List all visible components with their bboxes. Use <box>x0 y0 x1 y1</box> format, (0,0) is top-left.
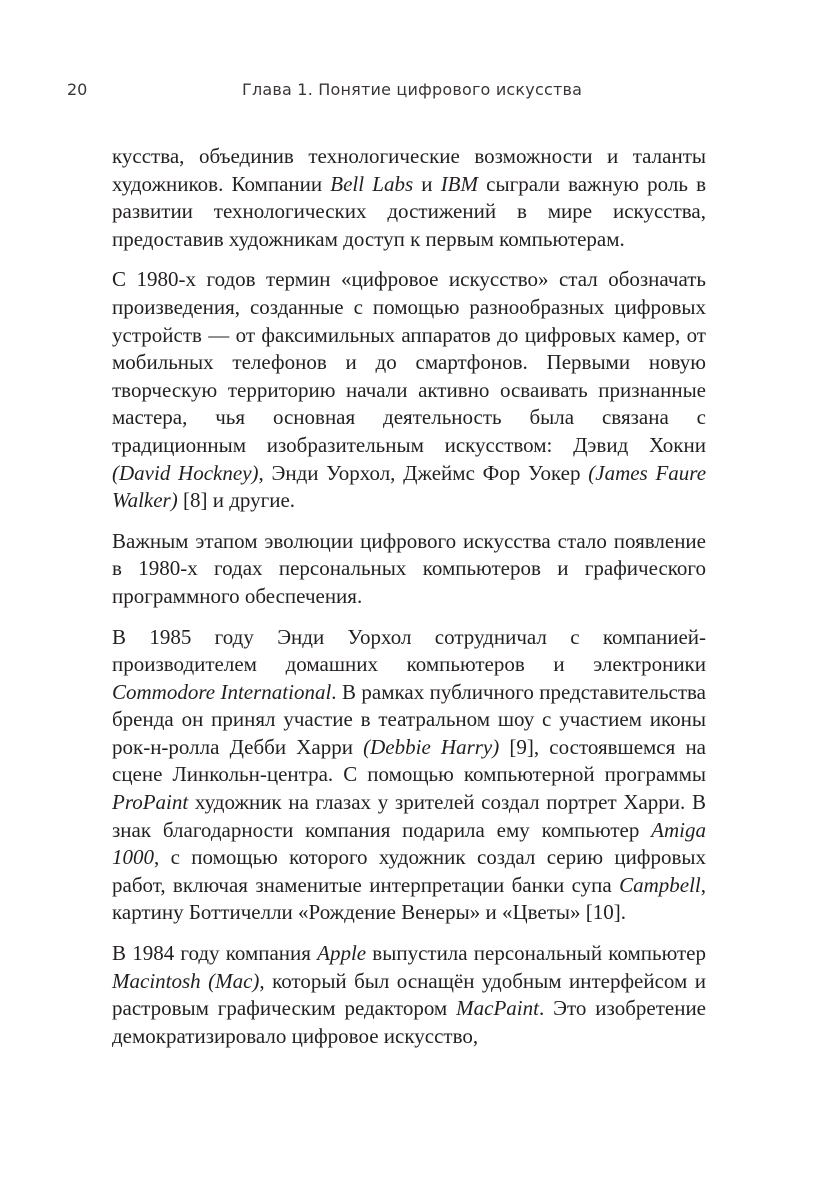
italic-term: Macintosh (Mac) <box>112 968 260 993</box>
italic-term: (Debbie Harry) <box>363 734 500 759</box>
text-segment: С 1980-х годов термин «цифровое искусство» стал обозначать произведения, созданные с помощью разнообразных цифровых устройств — от факсимильных аппаратов до цифровых камер, от мобильных телефонов и до смартфонов. Первыми новую творческую территорию начали активно осваивать признанные мастера, чья основная деятельность была связана с традиционным изобразительным искусством: Дэвид Хокни <box>112 267 706 457</box>
text-segment: , картину Боттичелли «Рождение Венеры» и «Цветы» [10]. <box>112 872 706 925</box>
text-segment: . Это изобретение демократизировало цифровое искусство, <box>112 996 707 1048</box>
italic-term: MacPaint <box>456 996 539 1021</box>
text-segment: и <box>413 171 441 196</box>
paragraph <box>112 940 706 1050</box>
text-segment: В 1984 году компания <box>112 941 318 966</box>
paragraph <box>112 266 706 514</box>
body-text <box>112 143 706 1063</box>
italic-term: (David Hockney) <box>112 460 259 485</box>
text-segment: , с помощью которого художник создал серию цифровых работ, включая знаменитые интерпретации банки супа <box>112 845 706 897</box>
text-segment: [8] и другие. <box>177 488 296 513</box>
running-title: Глава 1. Понятие цифрового искусства <box>242 80 583 99</box>
text-segment: В 1985 году Энди Уорхол сотрудничал с компанией-производителем домашних компьютеров и электроники <box>112 624 706 677</box>
page-header <box>67 80 707 108</box>
paragraph <box>112 528 706 611</box>
italic-term: Campbell <box>619 872 701 897</box>
italic-term: Bell Labs <box>330 171 414 196</box>
paragraph <box>112 143 706 253</box>
italic-term: (James Faure Walker) <box>112 460 707 513</box>
text-segment: художник на глазах у зрителей создал портрет Харри. В знак благодарности компания подарила ему компьютер <box>112 790 706 842</box>
italic-term: Commodore International <box>112 679 332 704</box>
text-segment: , который был оснащён удобным интерфейсом и растровым графическим редактором <box>112 968 706 1021</box>
text-segment: , Энди Уорхол, Джеймс Фор Уокер <box>258 460 589 485</box>
text-segment: выпустила персональный компьютер <box>366 941 706 966</box>
page-number: 20 <box>67 80 88 99</box>
italic-term: Apple <box>317 941 367 966</box>
italic-term: ProPaint <box>112 790 189 815</box>
text-segment: [9], состоявшемся на сцене Линкольн-центра. С помощью компьютерной программы <box>112 734 707 787</box>
text-segment: сыграли важную роль в развитии технологических достижений в мире искусства, предоставив художникам доступ к первым компьютерам. <box>112 171 707 251</box>
text-segment: кусства, объединив технологические возможности и таланты художников. Компании <box>112 144 706 196</box>
text-segment: Важным этапом эволюции цифрового искусства стало появление в 1980-х годах персональных компьютеров и графического программного обеспечения. <box>112 528 706 608</box>
italic-term: Amiga 1000 <box>112 817 706 870</box>
italic-term: IBM <box>440 171 479 196</box>
text-segment: . В рамках публичного представительства бренда он принял участие в театральном шоу с участием иконы рок-н-ролла Дебби Харри <box>112 679 706 759</box>
paragraph <box>112 624 706 928</box>
